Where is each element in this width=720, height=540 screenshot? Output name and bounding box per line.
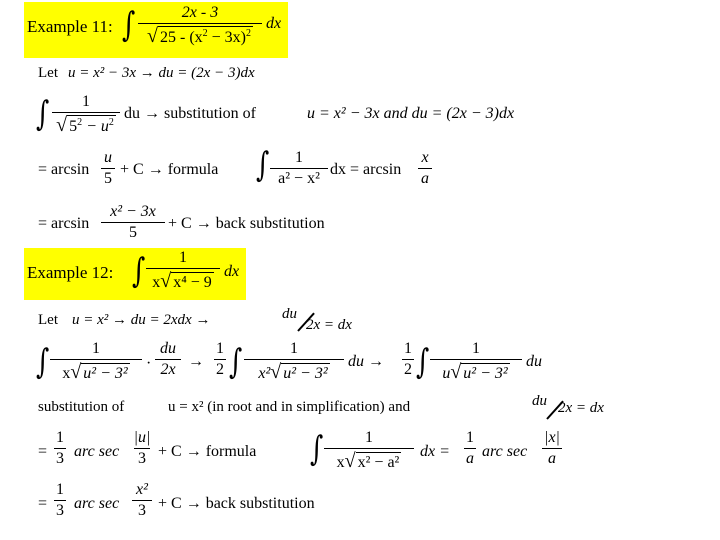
line8-arcsec: arc sec: [74, 443, 120, 460]
line7-rest: 2x = dx: [558, 400, 604, 416]
example-12-fraction: 1 x √ x⁴ − 9: [146, 250, 220, 291]
line5-rest: 2x = dx: [306, 317, 352, 333]
example-12-dx: dx: [224, 263, 240, 280]
line2-tail: du → substitution of: [124, 105, 257, 122]
line3-fraction: u 5: [101, 150, 115, 187]
line6-frac4: 1 x² √ u² − 3²: [244, 341, 344, 382]
line9-eq: =: [38, 495, 48, 512]
example-11-fraction: 2x - 3 √ $25 - (x^2 - 3x)^2$: [138, 5, 262, 46]
line3-mid: dx = arcsin: [330, 161, 402, 178]
line6-frac2: du 2x: [155, 341, 181, 378]
line4-lead: = arcsin: [38, 215, 90, 232]
line9-frac-third: 1 3: [56, 481, 64, 519]
line6-frac5: 1 2: [404, 340, 412, 378]
integral-icon: ∫: [256, 145, 270, 185]
line7-text: u = x² (in root and in simplification) and: [168, 399, 411, 415]
line6-frac3: 1 2: [216, 340, 224, 378]
line3-tail: + C → formula: [120, 161, 219, 178]
line9-arcsec: arc sec: [74, 495, 120, 512]
line8-frac-third: 1 3: [56, 429, 64, 467]
integral-icon: ∫: [132, 251, 146, 291]
line3-lead: = arcsin: [38, 161, 90, 178]
fraction-numerator: 2x - 3: [181, 4, 219, 21]
line8-formula-fraction: 1 x √ x² − a²: [324, 430, 414, 471]
line5-du: du: [282, 306, 297, 322]
example-12-title: Example 12:: [27, 263, 114, 282]
line6-end: du: [526, 353, 542, 370]
let-label-1: Let: [38, 65, 58, 81]
line7-du: du: [532, 393, 547, 409]
sqrt-icon: √: [344, 450, 356, 472]
integral-icon: ∫: [416, 342, 430, 382]
substitution-line-2: u = x² → du = 2xdx →: [72, 312, 211, 328]
line2-substitution: u = x² − 3x and du = (2x − 3)dx: [307, 105, 515, 122]
sqrt-icon: √: [270, 361, 282, 383]
line6-frac6: 1 u √ u² − 3²: [430, 341, 522, 382]
arrow: →: [188, 353, 204, 370]
dot-operator: ·: [146, 355, 152, 372]
integral-icon: ∫: [229, 342, 243, 382]
sqrt-icon: √: [56, 114, 68, 136]
line8-tail: + C → formula: [158, 443, 257, 460]
example-11-dx: dx: [266, 15, 282, 32]
line2-fraction: 1 √ $5^2 - u^2$: [52, 94, 120, 135]
line8-frac-a: 1 a: [466, 429, 474, 467]
line8-frac-x: |x| a: [542, 430, 562, 467]
integral-icon: ∫: [36, 342, 50, 382]
let-label-2: Let: [38, 312, 58, 328]
line8-mid: dx =: [420, 443, 450, 460]
example-11-title: Example 11:: [27, 17, 113, 36]
sqrt-icon: √: [70, 361, 82, 383]
integral-icon: ∫: [36, 94, 50, 134]
line3-formula-fraction: 1 a² − x²: [270, 150, 328, 187]
line8-frac-u: |u| 3: [133, 429, 151, 467]
denominator-b: − 3x): [207, 29, 246, 46]
line3-result-fraction: x a: [418, 150, 432, 187]
sqrt-icon: √: [147, 25, 158, 47]
line8-eq: =: [38, 443, 48, 460]
sqrt-icon: √: [160, 270, 172, 292]
line6-frac1: 1 x √ u² − 3²: [50, 341, 142, 382]
line7-label: substitution of: [38, 399, 125, 415]
line8-arcsec2: arc sec: [482, 443, 528, 460]
line9-frac-x: x² 3: [132, 482, 152, 519]
sqrt-icon: √: [450, 361, 462, 383]
line9-tail: + C → back substitution: [158, 495, 315, 512]
denominator-a: 25 - (x: [159, 29, 203, 46]
line4-fraction: x² − 3x 5: [101, 204, 165, 241]
line4-tail: + C → back substitution: [168, 215, 325, 232]
substitution-line-1: u = x² − 3x → du = (2x − 3)dx: [68, 65, 255, 81]
line6-mid: du →: [348, 353, 384, 370]
integral-icon: ∫: [310, 429, 324, 469]
integral-icon: ∫: [122, 5, 136, 45]
